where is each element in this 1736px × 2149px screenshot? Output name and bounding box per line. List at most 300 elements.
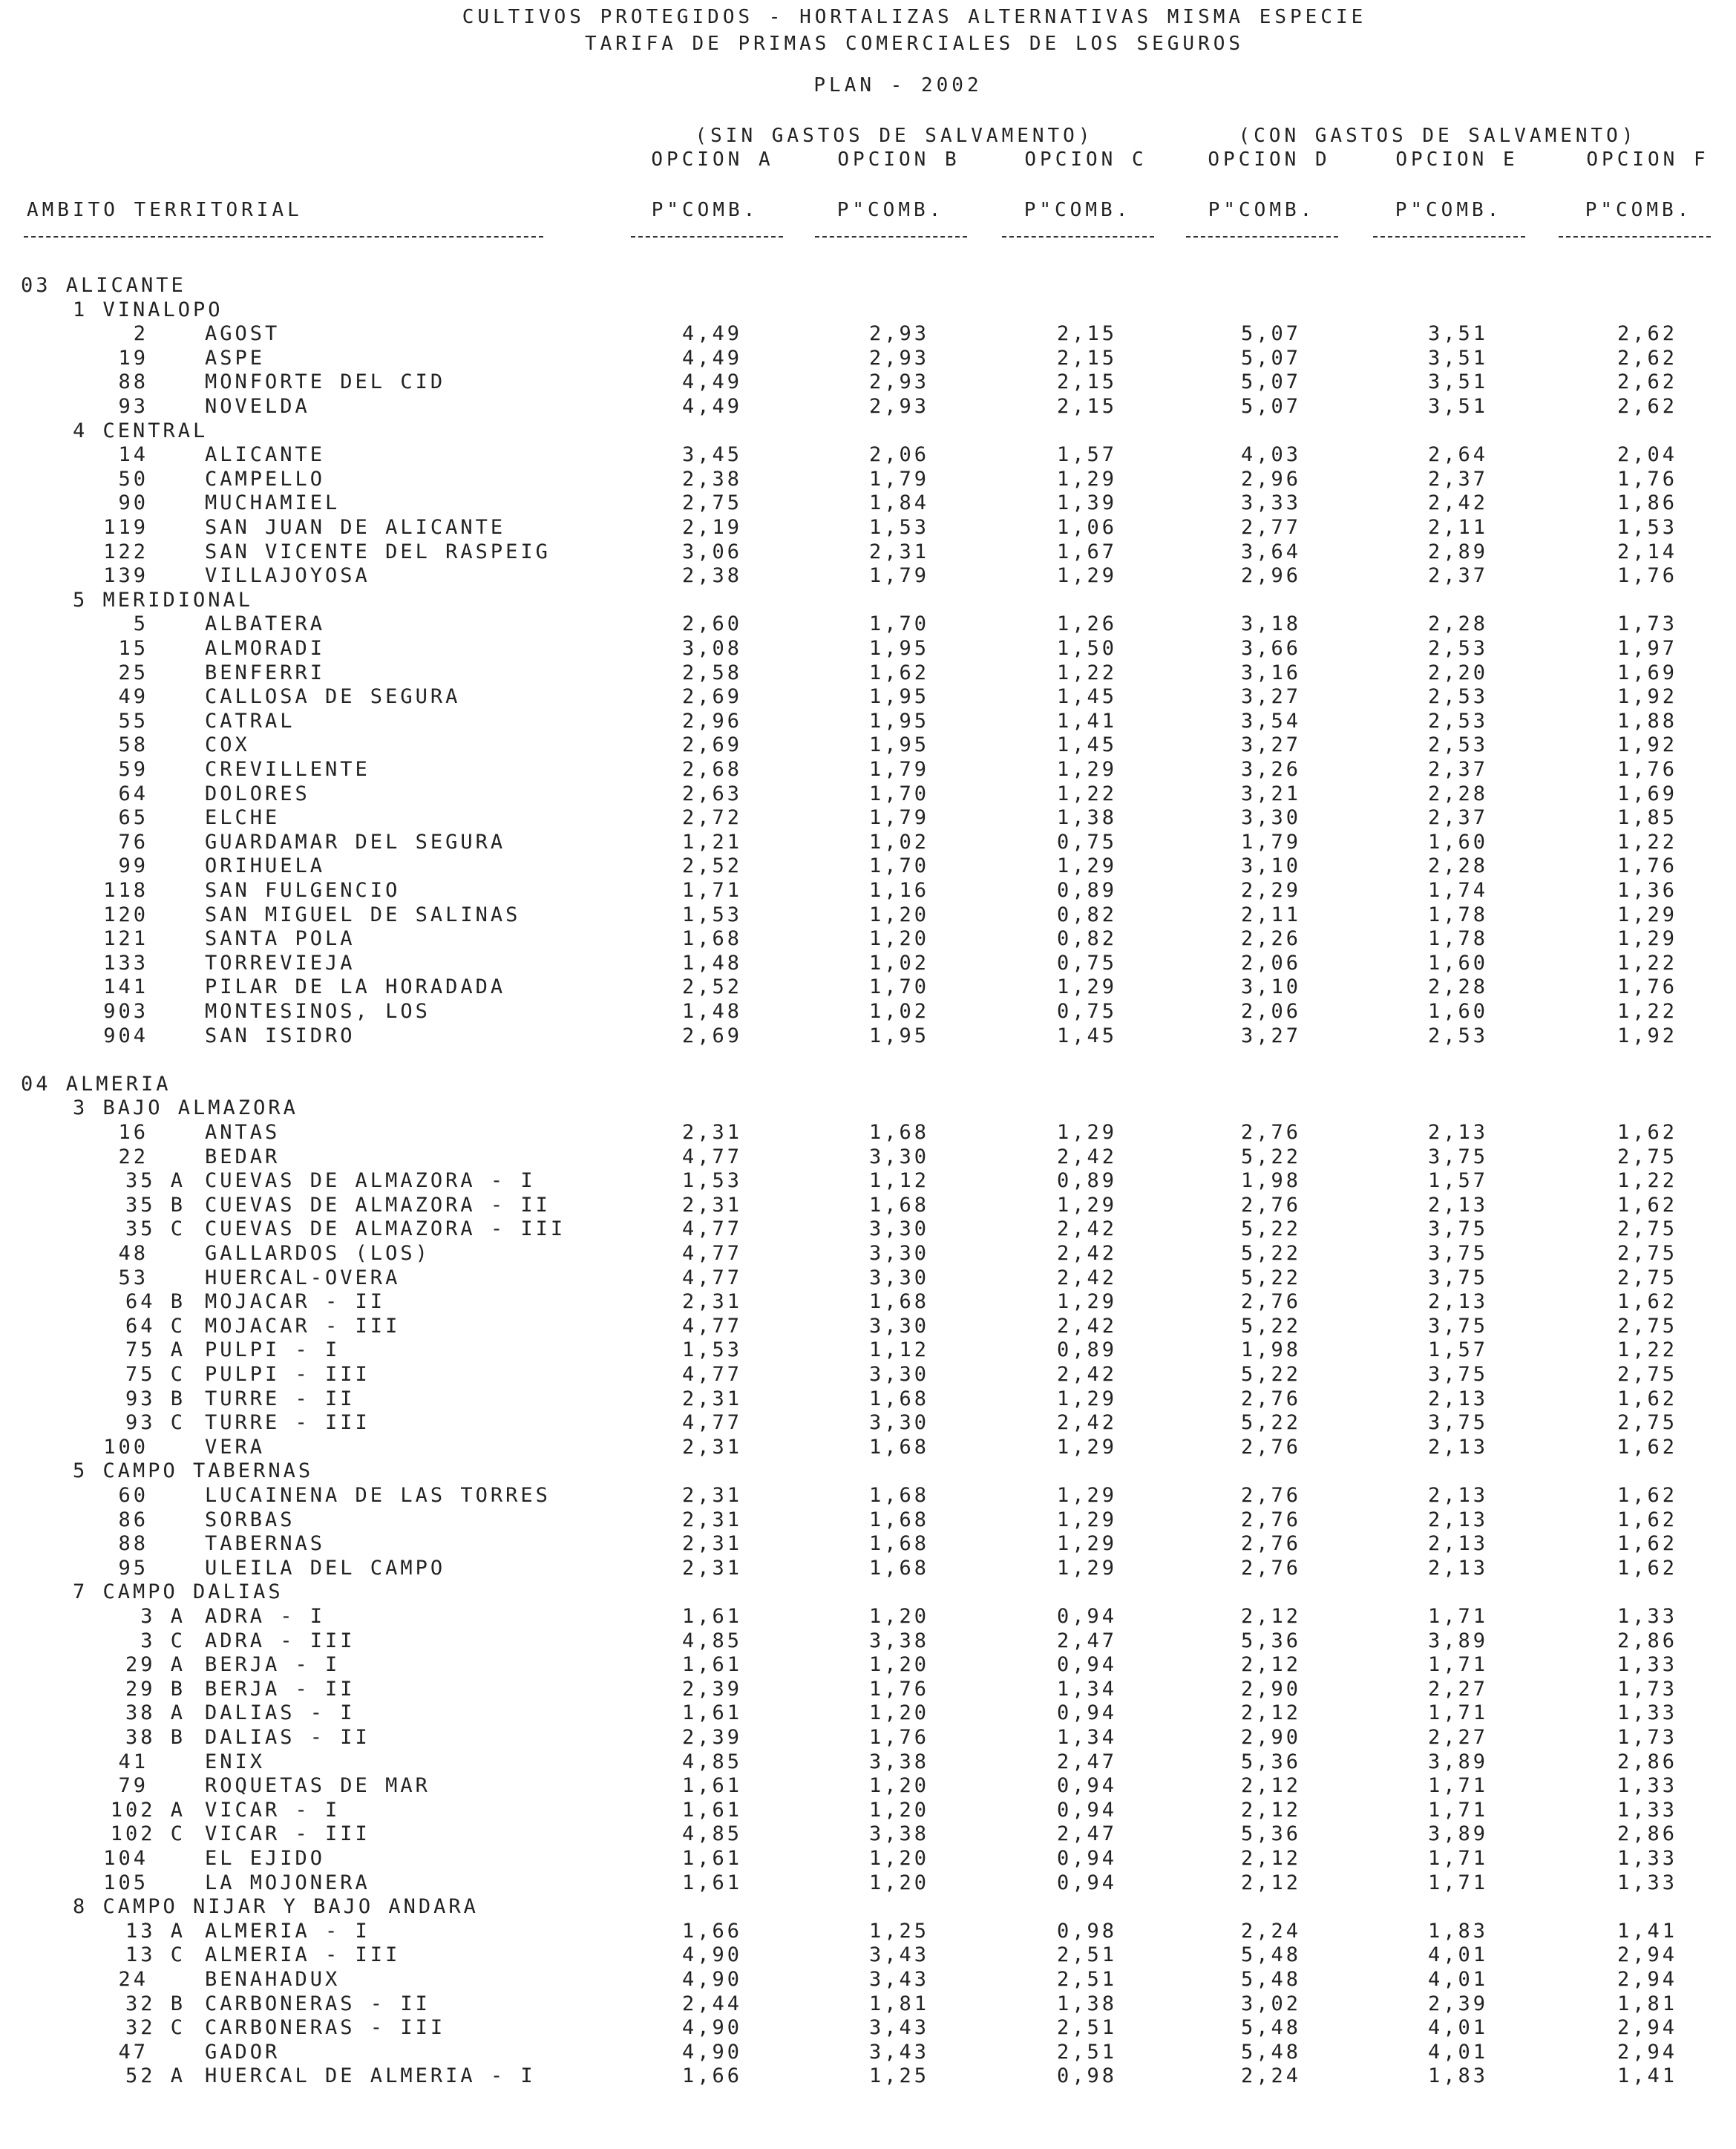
value-option-e: 2,13 [1427, 1508, 1488, 1531]
value-option-f: 1,22 [1617, 1169, 1677, 1193]
municipio-name: MOJACAR - II [205, 1290, 386, 1314]
value-option-a: 2,19 [681, 516, 742, 539]
value-option-e: 2,28 [1427, 782, 1488, 805]
comarca-header [0, 1459, 1736, 1483]
value-option-f: 2,86 [1617, 1822, 1677, 1846]
municipio-name: NOVELDA [205, 395, 310, 418]
municipio-name: MUCHAMIEL [205, 491, 341, 515]
comarca-header [0, 588, 1736, 612]
municipio-code: 32 C [125, 2016, 186, 2040]
comarca-header [0, 419, 1736, 443]
option-f-header: OPCION F [1586, 148, 1709, 171]
option-d-header: OPCION D [1208, 148, 1331, 171]
value-option-f: 2,86 [1617, 1629, 1677, 1652]
value-option-f: 1,73 [1617, 612, 1677, 636]
value-option-b: 1,81 [868, 1992, 929, 2015]
comarca-label: 8 CAMPO NIJAR Y BAJO ANDARA [73, 1895, 479, 1919]
value-option-b: 1,16 [868, 879, 929, 902]
municipio-name: GALLARDOS (LOS) [205, 1242, 430, 1265]
value-option-b: 1,20 [868, 1653, 929, 1677]
value-option-a: 4,85 [681, 1629, 742, 1652]
value-option-e: 2,39 [1427, 1992, 1488, 2015]
table-row [0, 1919, 1736, 1943]
municipio-name: CALLOSA DE SEGURA [205, 685, 461, 709]
value-option-b: 1,95 [868, 1024, 929, 1047]
value-option-c: 2,42 [1056, 1217, 1117, 1241]
value-option-f: 1,69 [1617, 661, 1677, 684]
comarca-header [0, 298, 1736, 322]
value-option-b: 3,30 [868, 1145, 929, 1168]
value-option-a: 1,48 [681, 951, 742, 975]
value-option-f: 2,86 [1617, 1750, 1677, 1773]
value-option-a: 2,52 [681, 854, 742, 878]
value-option-d: 3,02 [1240, 1992, 1301, 2015]
value-option-d: 2,76 [1240, 1387, 1301, 1410]
value-option-c: 1,29 [1056, 1121, 1117, 1144]
municipio-code: 120 [103, 903, 148, 926]
value-option-f: 1,92 [1617, 733, 1677, 757]
value-option-f: 1,22 [1617, 1338, 1677, 1362]
value-option-b: 1,70 [868, 854, 929, 878]
value-option-a: 1,66 [681, 2064, 742, 2088]
value-option-a: 1,61 [681, 1847, 742, 1870]
municipio-name: CUEVAS DE ALMAZORA - III [205, 1217, 566, 1241]
value-option-e: 2,53 [1427, 709, 1488, 733]
municipio-code: 13 A [125, 1919, 186, 1943]
table-row [0, 442, 1736, 467]
value-option-c: 0,94 [1056, 1605, 1117, 1628]
value-option-f: 1,33 [1617, 1871, 1677, 1894]
value-option-e: 3,89 [1427, 1629, 1488, 1652]
value-option-c: 1,29 [1056, 564, 1117, 588]
value-option-a: 4,77 [681, 1363, 742, 1386]
value-option-b: 1,68 [868, 1290, 929, 1314]
value-option-a: 4,49 [681, 395, 742, 418]
value-option-e: 2,13 [1427, 1435, 1488, 1459]
value-option-a: 2,75 [681, 491, 742, 515]
value-option-c: 2,47 [1056, 1822, 1117, 1846]
municipio-code: 99 [118, 854, 148, 878]
municipio-code: 35 C [125, 1217, 186, 1241]
value-option-e: 2,28 [1427, 975, 1488, 999]
value-option-a: 1,61 [681, 1605, 742, 1628]
value-option-f: 2,75 [1617, 1363, 1677, 1386]
value-option-b: 1,53 [868, 516, 929, 539]
value-option-b: 3,43 [868, 2016, 929, 2040]
municipio-name: VERA [205, 1435, 266, 1459]
municipio-code: 141 [103, 975, 148, 999]
municipio-code: 102 C [110, 1822, 186, 1846]
unit-f-header: P"COMB. [1585, 199, 1693, 221]
municipio-name: HUERCAL DE ALMERIA - I [205, 2064, 536, 2088]
value-option-e: 1,60 [1427, 951, 1488, 975]
municipio-name: HUERCAL-OVERA [205, 1266, 401, 1289]
value-option-e: 2,27 [1427, 1677, 1488, 1701]
comarca-label: 7 CAMPO DALIAS [73, 1580, 284, 1604]
municipio-code: 14 [118, 443, 148, 467]
value-option-d: 3,54 [1240, 709, 1301, 733]
value-option-f: 2,94 [1617, 1968, 1677, 1991]
value-option-b: 1,68 [868, 1484, 929, 1507]
value-option-a: 2,69 [681, 685, 742, 709]
comarca-header [0, 1096, 1736, 1120]
value-option-c: 2,42 [1056, 1314, 1117, 1338]
value-option-f: 1,86 [1617, 491, 1677, 515]
value-option-f: 1,92 [1617, 685, 1677, 709]
value-option-b: 1,68 [868, 1532, 929, 1556]
value-option-a: 4,90 [681, 2016, 742, 2040]
table-row [0, 1773, 1736, 1798]
municipio-name: CARBONERAS - II [205, 1992, 430, 2015]
value-option-e: 2,20 [1427, 661, 1488, 684]
municipio-name: SANTA POLA [205, 927, 356, 951]
value-option-b: 1,68 [868, 1435, 929, 1459]
value-option-d: 5,07 [1240, 346, 1301, 370]
value-option-a: 4,49 [681, 370, 742, 394]
value-option-d: 3,21 [1240, 782, 1301, 805]
value-option-f: 1,97 [1617, 637, 1677, 660]
table-row [0, 1217, 1736, 1241]
value-option-b: 1,20 [868, 903, 929, 926]
value-option-f: 1,22 [1617, 1000, 1677, 1023]
spacer-row [0, 1047, 1736, 1072]
municipio-name: ELCHE [205, 806, 281, 830]
table-row [0, 1943, 1736, 1967]
value-option-b: 1,76 [868, 1677, 929, 1701]
value-option-b: 1,95 [868, 733, 929, 757]
table-row [0, 540, 1736, 564]
comarca-label: 5 CAMPO TABERNAS [73, 1459, 314, 1483]
option-e-header: OPCION E [1395, 148, 1519, 171]
municipio-name: TABERNAS [205, 1532, 326, 1556]
value-option-d: 5,48 [1240, 1943, 1301, 1967]
municipio-code: 16 [118, 1121, 148, 1144]
value-option-e: 1,57 [1427, 1169, 1488, 1193]
value-option-a: 2,31 [681, 1508, 742, 1531]
value-option-e: 2,64 [1427, 443, 1488, 467]
value-option-d: 5,36 [1240, 1629, 1301, 1652]
value-option-a: 4,77 [681, 1266, 742, 1289]
value-option-f: 1,62 [1617, 1290, 1677, 1314]
value-option-d: 3,10 [1240, 854, 1301, 878]
table-row [0, 757, 1736, 782]
value-option-b: 1,70 [868, 612, 929, 636]
value-option-d: 3,64 [1240, 540, 1301, 563]
value-option-d: 2,06 [1240, 951, 1301, 975]
municipio-code: 64 B [125, 1290, 186, 1314]
value-option-d: 2,90 [1240, 1677, 1301, 1701]
value-option-a: 1,53 [681, 1169, 742, 1193]
municipio-name: VICAR - III [205, 1822, 370, 1846]
municipio-name: SAN VICENTE DEL RASPEIG [205, 540, 551, 563]
group-sin-gastos: (SIN GASTOS DE SALVAMENTO) [695, 125, 1094, 147]
municipio-code: 75 A [125, 1338, 186, 1362]
value-option-f: 1,62 [1617, 1532, 1677, 1556]
value-option-d: 5,48 [1240, 1968, 1301, 1991]
value-option-e: 1,71 [1427, 1847, 1488, 1870]
table-row [0, 2040, 1736, 2064]
table-row [0, 1531, 1736, 1556]
value-option-a: 1,61 [681, 1701, 742, 1725]
table-row [0, 1145, 1736, 1169]
value-option-b: 1,70 [868, 782, 929, 805]
value-option-f: 1,92 [1617, 1024, 1677, 1047]
value-option-d: 3,66 [1240, 637, 1301, 660]
value-option-e: 2,13 [1427, 1193, 1488, 1217]
value-option-f: 1,33 [1617, 1774, 1677, 1798]
municipio-code: 119 [103, 516, 148, 539]
value-option-e: 2,53 [1427, 637, 1488, 660]
value-option-c: 1,29 [1056, 1193, 1117, 1217]
municipio-name: VICAR - I [205, 1798, 341, 1822]
value-option-f: 1,62 [1617, 1556, 1677, 1580]
value-option-c: 0,75 [1056, 951, 1117, 975]
municipio-name: PILAR DE LA HORADADA [205, 975, 506, 999]
value-option-d: 2,06 [1240, 1000, 1301, 1023]
table-row [0, 1266, 1736, 1290]
value-option-b: 2,06 [868, 443, 929, 467]
value-option-c: 0,82 [1056, 903, 1117, 926]
value-option-b: 3,38 [868, 1822, 929, 1846]
value-option-b: 1,20 [868, 1774, 929, 1798]
comarca-label: 3 BAJO ALMAZORA [73, 1096, 298, 1120]
value-option-c: 2,51 [1056, 1968, 1117, 1991]
municipio-name: VILLAJOYOSA [205, 564, 370, 588]
value-option-d: 2,24 [1240, 2064, 1301, 2088]
value-option-d: 2,76 [1240, 1484, 1301, 1507]
value-option-d: 4,03 [1240, 443, 1301, 467]
value-option-a: 4,77 [681, 1242, 742, 1265]
value-option-d: 2,12 [1240, 1798, 1301, 1822]
table-row [0, 563, 1736, 588]
value-option-a: 2,96 [681, 709, 742, 733]
value-option-e: 1,60 [1427, 830, 1488, 854]
value-option-f: 2,62 [1617, 346, 1677, 370]
province-label: 03 ALICANTE [21, 274, 186, 297]
comarca-label: 1 VINALOPO [73, 298, 223, 321]
value-option-e: 4,01 [1427, 1943, 1488, 1967]
value-option-b: 3,30 [868, 1217, 929, 1241]
table-row [0, 1652, 1736, 1677]
municipio-name: SAN FULGENCIO [205, 879, 401, 902]
value-option-e: 1,71 [1427, 1798, 1488, 1822]
value-option-f: 2,62 [1617, 322, 1677, 346]
table-row [0, 1871, 1736, 1895]
value-option-e: 3,75 [1427, 1411, 1488, 1435]
municipio-code: 32 B [125, 1992, 186, 2015]
value-option-c: 1,57 [1056, 443, 1117, 467]
municipio-name: CATRAL [205, 709, 295, 733]
table-row [0, 684, 1736, 709]
value-option-d: 1,79 [1240, 830, 1301, 854]
municipio-name: ALBATERA [205, 612, 326, 636]
value-option-a: 2,63 [681, 782, 742, 805]
value-option-a: 2,44 [681, 1992, 742, 2015]
value-option-d: 2,77 [1240, 516, 1301, 539]
value-option-c: 1,41 [1056, 709, 1117, 733]
table-row [0, 1241, 1736, 1266]
municipio-name: CUEVAS DE ALMAZORA - I [205, 1169, 536, 1193]
value-option-f: 1,53 [1617, 516, 1677, 539]
value-option-e: 2,53 [1427, 1024, 1488, 1047]
value-option-f: 2,62 [1617, 395, 1677, 418]
municipio-code: 5 [133, 612, 148, 636]
municipio-name: ADRA - I [205, 1605, 326, 1628]
value-option-e: 2,13 [1427, 1484, 1488, 1507]
table-row [0, 612, 1736, 636]
municipio-code: 25 [118, 661, 148, 684]
municipio-name: COX [205, 733, 250, 757]
municipio-name: ANTAS [205, 1121, 281, 1144]
value-option-e: 1,83 [1427, 2064, 1488, 2088]
value-option-f: 1,62 [1617, 1193, 1677, 1217]
municipio-code: 90 [118, 491, 148, 515]
value-option-d: 5,07 [1240, 370, 1301, 394]
municipio-code: 53 [118, 1266, 148, 1289]
table-row [0, 951, 1736, 975]
municipio-name: GUARDAMAR DEL SEGURA [205, 830, 506, 854]
unit-c-header: P"COMB. [1023, 199, 1132, 221]
table-row [0, 1677, 1736, 1701]
municipio-code: 65 [118, 806, 148, 830]
table-row [0, 1289, 1736, 1314]
value-option-e: 2,13 [1427, 1532, 1488, 1556]
municipio-name: TORREVIEJA [205, 951, 356, 975]
table-row [0, 975, 1736, 999]
value-option-e: 2,89 [1427, 540, 1488, 563]
municipio-name: CAMPELLO [205, 467, 326, 491]
value-option-a: 4,85 [681, 1822, 742, 1846]
value-option-d: 3,27 [1240, 685, 1301, 709]
table-row [0, 999, 1736, 1024]
value-option-f: 1,36 [1617, 879, 1677, 902]
value-option-d: 2,90 [1240, 1726, 1301, 1749]
value-option-e: 3,51 [1427, 395, 1488, 418]
value-option-d: 5,22 [1240, 1242, 1301, 1265]
value-option-f: 2,75 [1617, 1314, 1677, 1338]
value-option-c: 1,29 [1056, 1484, 1117, 1507]
municipio-name: DALIAS - I [205, 1701, 356, 1725]
value-option-c: 1,29 [1056, 1387, 1117, 1410]
municipio-name: SAN JUAN DE ALICANTE [205, 516, 506, 539]
municipio-name: AGOST [205, 322, 281, 346]
value-option-e: 1,78 [1427, 927, 1488, 951]
value-option-f: 1,76 [1617, 758, 1677, 781]
value-option-f: 2,75 [1617, 1145, 1677, 1168]
table-row [0, 1024, 1736, 1048]
value-option-d: 2,12 [1240, 1605, 1301, 1628]
value-option-b: 1,20 [868, 1798, 929, 1822]
value-option-f: 1,62 [1617, 1484, 1677, 1507]
comarca-label: 5 MERIDIONAL [73, 588, 254, 612]
value-option-f: 1,33 [1617, 1605, 1677, 1628]
table-row [0, 321, 1736, 346]
value-option-a: 2,39 [681, 1677, 742, 1701]
municipio-code: 76 [118, 830, 148, 854]
value-option-c: 1,29 [1056, 1290, 1117, 1314]
value-option-c: 0,94 [1056, 1653, 1117, 1677]
value-option-b: 1,68 [868, 1556, 929, 1580]
municipio-name: CUEVAS DE ALMAZORA - II [205, 1193, 551, 1217]
municipio-code: 3 A [140, 1605, 186, 1628]
value-option-f: 2,75 [1617, 1266, 1677, 1289]
value-option-d: 2,76 [1240, 1121, 1301, 1144]
value-option-c: 1,29 [1056, 854, 1117, 878]
value-option-e: 2,13 [1427, 1121, 1488, 1144]
value-option-f: 1,73 [1617, 1726, 1677, 1749]
table-row [0, 1508, 1736, 1532]
value-option-d: 2,12 [1240, 1774, 1301, 1798]
value-option-f: 2,75 [1617, 1411, 1677, 1435]
value-option-b: 1,70 [868, 975, 929, 999]
value-option-d: 2,96 [1240, 467, 1301, 491]
table-row [0, 467, 1736, 491]
table-row [0, 733, 1736, 757]
value-option-e: 3,75 [1427, 1145, 1488, 1168]
value-option-a: 4,77 [681, 1314, 742, 1338]
value-option-c: 0,98 [1056, 2064, 1117, 2088]
value-option-c: 0,89 [1056, 1169, 1117, 1193]
value-option-e: 2,28 [1427, 854, 1488, 878]
table-row [0, 782, 1736, 806]
value-option-e: 2,28 [1427, 612, 1488, 636]
value-option-c: 1,50 [1056, 637, 1117, 660]
table-row [0, 2015, 1736, 2040]
municipio-code: 22 [118, 1145, 148, 1168]
table-row [0, 1556, 1736, 1580]
value-option-f: 2,75 [1617, 1242, 1677, 1265]
value-option-a: 1,71 [681, 879, 742, 902]
municipio-name: BEDAR [205, 1145, 281, 1168]
value-option-f: 1,81 [1617, 1992, 1677, 2015]
value-option-a: 1,48 [681, 1000, 742, 1023]
value-option-b: 1,79 [868, 758, 929, 781]
value-option-b: 3,43 [868, 2040, 929, 2064]
value-option-c: 0,82 [1056, 927, 1117, 951]
value-option-a: 1,53 [681, 1338, 742, 1362]
value-option-a: 1,21 [681, 830, 742, 854]
value-option-f: 1,62 [1617, 1121, 1677, 1144]
value-option-c: 0,94 [1056, 1847, 1117, 1870]
value-option-d: 2,76 [1240, 1193, 1301, 1217]
value-option-e: 2,37 [1427, 806, 1488, 830]
value-option-e: 1,57 [1427, 1338, 1488, 1362]
municipio-code: 133 [103, 951, 148, 975]
value-option-e: 2,13 [1427, 1387, 1488, 1410]
table-row [0, 1604, 1736, 1629]
value-option-e: 2,27 [1427, 1726, 1488, 1749]
value-option-d: 5,07 [1240, 322, 1301, 346]
municipio-name: BENAHADUX [205, 1968, 341, 1991]
table-row [0, 903, 1736, 927]
value-option-c: 2,42 [1056, 1411, 1117, 1435]
table-row [0, 805, 1736, 830]
value-option-c: 2,15 [1056, 395, 1117, 418]
table-row [0, 830, 1736, 854]
value-option-c: 1,29 [1056, 758, 1117, 781]
value-option-c: 0,94 [1056, 1774, 1117, 1798]
document-title: CULTIVOS PROTEGIDOS - HORTALIZAS ALTERNATIVAS MISMA ESPECIE [462, 6, 1367, 28]
value-option-c: 1,26 [1056, 612, 1117, 636]
municipio-code: 105 [103, 1871, 148, 1894]
municipio-code: 121 [103, 927, 148, 951]
value-option-e: 4,01 [1427, 1968, 1488, 1991]
value-option-c: 0,94 [1056, 1798, 1117, 1822]
value-option-c: 0,98 [1056, 1919, 1117, 1943]
value-option-b: 1,62 [868, 661, 929, 684]
option-b-header: OPCION B [837, 148, 960, 171]
province-header [0, 273, 1736, 298]
